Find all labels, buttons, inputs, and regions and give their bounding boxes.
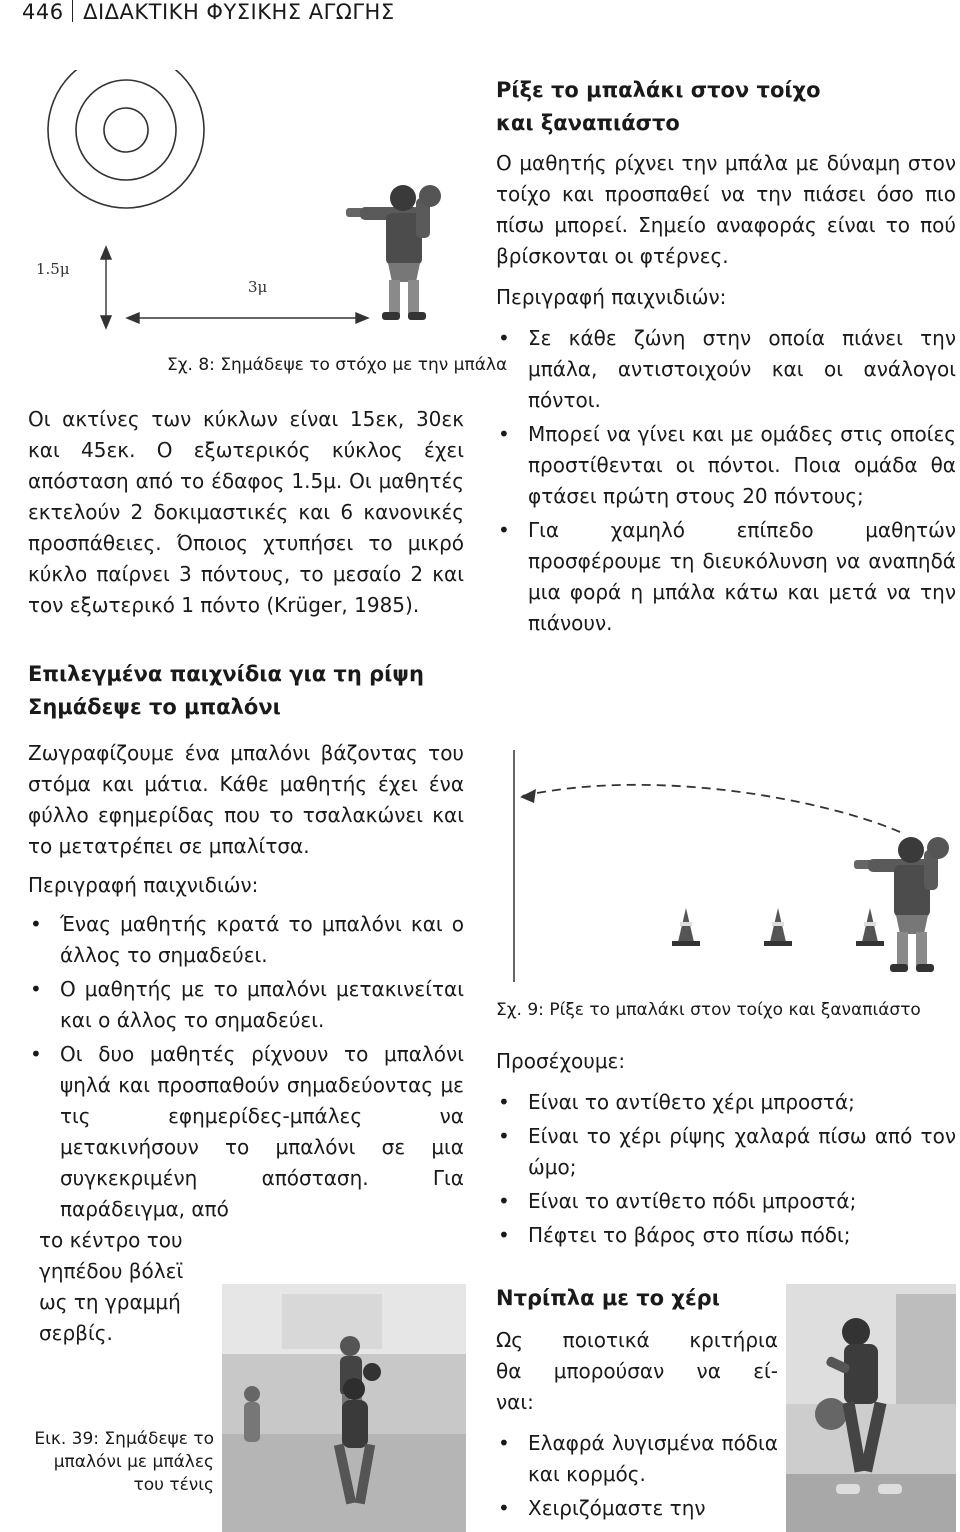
- left-column: [28, 404, 464, 1349]
- running-header: [22, 0, 395, 24]
- list-item: • Σε κάθε ζώνη στην οποία πιάνει την μπάλα, αντιστοιχούν και οι ανάλογοι πόντοι.: [496, 323, 956, 416]
- trajectory-arrowhead: [520, 789, 536, 803]
- dribble-section: [496, 1282, 778, 1527]
- list-item: • Για χαμηλό επίπεδο μαθητών προσφέρουμε τη διευκόλυνση να αναπηδά μια φορά η μπάλα κάτω και μετά να την πιάνουν.: [496, 515, 956, 639]
- list-item: • Χειριζόμαστε την: [496, 1493, 778, 1524]
- distance-label: 3μ: [248, 278, 268, 296]
- continuation-line: γηπέδου βόλεϊ: [39, 1259, 184, 1283]
- list-item: • Μπορεί να γίνει και με ομάδες στις οποίες προστίθενται οι πόντοι. Ποια ομάδα θα φτάσει πρώτη στους 20 πόντους;: [496, 419, 956, 512]
- inner-circle: [104, 108, 148, 152]
- running-title: ΔΙΔΑΚΤΙΚΗ ΦΥΣΙΚΗΣ ΑΓΩΓΗΣ: [83, 0, 395, 24]
- heading-line: και ξαναπιάστο: [496, 111, 680, 135]
- dribble-photo: [786, 1284, 956, 1532]
- list-item: • Είναι το αντίθετο πόδι μπροστά;: [496, 1186, 956, 1217]
- cone-3: [856, 908, 884, 946]
- caption-line: Εικ. 39: Σημάδεψε το: [34, 1429, 214, 1449]
- games-description-label: Περιγραφή παιχνιδιών:: [28, 873, 259, 897]
- balloon-bullet-list: [28, 909, 464, 1225]
- list-item: • Πέφτει το βάρος στο πίσω πόδι;: [496, 1220, 956, 1251]
- right-column-lower: [496, 1046, 956, 1254]
- criteria-bullet-list: [496, 1428, 778, 1524]
- attention-bullet-list: [496, 1087, 956, 1251]
- throwing-child-figure: [346, 185, 441, 320]
- criteria-line: ναι:: [496, 1390, 534, 1414]
- list-item: • Οι δυο μαθητές ρίχνουν το μπαλόνι ψηλά και προσπαθούν σημαδεύοντας με τις εφημερίδες-μπάλες να μετακινήσουν το μπαλόνι σε μια συγκεκριμένη απόσταση. Για παράδειγμα, από: [28, 1039, 464, 1225]
- balloon-paragraph: Ζωγραφίζουμε ένα μπαλόνι βάζοντας του στόμα και μάτια. Κάθε μαθητής έχει ένα φύλλο εφημερίδας που το τσαλακώνει και το μετατρέπει σε μπαλίτσα.: [28, 741, 464, 858]
- ball-trajectory: [522, 785, 900, 832]
- list-item: • Ο μαθητής με το μπαλόνι μετακινείται και ο άλλος το σημαδεύει.: [28, 974, 464, 1036]
- subsection-heading-wall-throw: [496, 74, 956, 140]
- criteria-line: Ως ποιοτικά κριτήρια: [496, 1328, 778, 1352]
- list-item: • Είναι το αντίθετο χέρι μπροστά;: [496, 1087, 956, 1118]
- cone-2: [764, 908, 792, 946]
- fig8-target-diagram: [20, 70, 460, 345]
- list-item: • Είναι το χέρι ρίψης χαλαρά πίσω από τον ώμο;: [496, 1121, 956, 1183]
- outer-circle: [48, 70, 204, 208]
- fig9-caption: Σχ. 9: Ρίξε το μπαλάκι στον τοίχο και ξαναπιάστο: [496, 1000, 921, 1020]
- right-column: [496, 74, 956, 642]
- middle-circle: [76, 80, 176, 180]
- criteria-line: θα μπορούσαν να εί-: [496, 1359, 778, 1383]
- intro-paragraph: Οι ακτίνες των κύκλων είναι 15εκ, 30εκ και 45εκ. Ο εξωτερικός κύκλος έχει απόσταση από το έδαφος 1.5μ. Οι μαθητές εκτελούν 2 δοκιμαστικές και 6 κανονικές προσπάθειες. Όποιος χτυπήσει το μικρό κύκλο παίρνει 3 πόντους, το μεσαίο 2 και τον εξωτερικό 1 πόντο (Krüger, 1985).: [28, 407, 464, 617]
- fig8-caption: Σχ. 8: Σημάδεψε το στόχο με την μπάλα: [167, 355, 508, 375]
- subsection-heading-dribble: Ντρίπλα με το χέρι: [496, 1286, 720, 1310]
- list-item: • Ελαφρά λυγισμένα πόδια και κορμός.: [496, 1428, 778, 1490]
- cone-1: [672, 908, 700, 946]
- section-heading: Επιλεγμένα παιχνίδια για τη ρίψη: [28, 662, 424, 686]
- caption-line: μπαλόνι με μπάλες: [53, 1452, 214, 1472]
- throwing-child-figure: [854, 837, 949, 972]
- fig39-photo-balloon-game: [222, 1284, 466, 1532]
- height-label: 1.5μ: [36, 260, 70, 278]
- distance-arrow: [127, 313, 368, 323]
- fig39-caption: [22, 1428, 214, 1497]
- heading-line: Ρίξε το μπαλάκι στον τοίχο: [496, 78, 821, 102]
- list-item: • Ένας μαθητής κρατά το μπαλόνι και ο άλλος το σημαδεύει.: [28, 909, 464, 971]
- subsection-heading-balloon: Σημάδεψε το μπαλόνι: [28, 695, 281, 719]
- continuation-line: ως τη γραμμή: [39, 1290, 181, 1314]
- attention-label: Προσέχουμε:: [496, 1049, 626, 1073]
- continuation-line: σερβίς.: [39, 1321, 113, 1345]
- page-number: 446: [22, 0, 64, 24]
- games-description-label: Περιγραφή παιχνιδιών:: [496, 285, 727, 309]
- wall-throw-bullet-list: [496, 323, 956, 639]
- criteria-paragraph: [496, 1325, 778, 1418]
- header-divider: [72, 0, 74, 22]
- wall-throw-paragraph: Ο μαθητής ρίχνει την μπάλα με δύναμη στον τοίχο και προσπαθεί να την πιάσει όσο πιο πίσω μπορεί. Σημείο αναφοράς είναι το πού βρίσκονται οι φτέρνες.: [496, 151, 956, 268]
- continuation-line: το κέντρο του: [39, 1228, 183, 1252]
- caption-line: του τένις: [133, 1475, 214, 1495]
- height-arrow: [101, 247, 111, 328]
- fig9-wall-throw-diagram: [496, 742, 960, 992]
